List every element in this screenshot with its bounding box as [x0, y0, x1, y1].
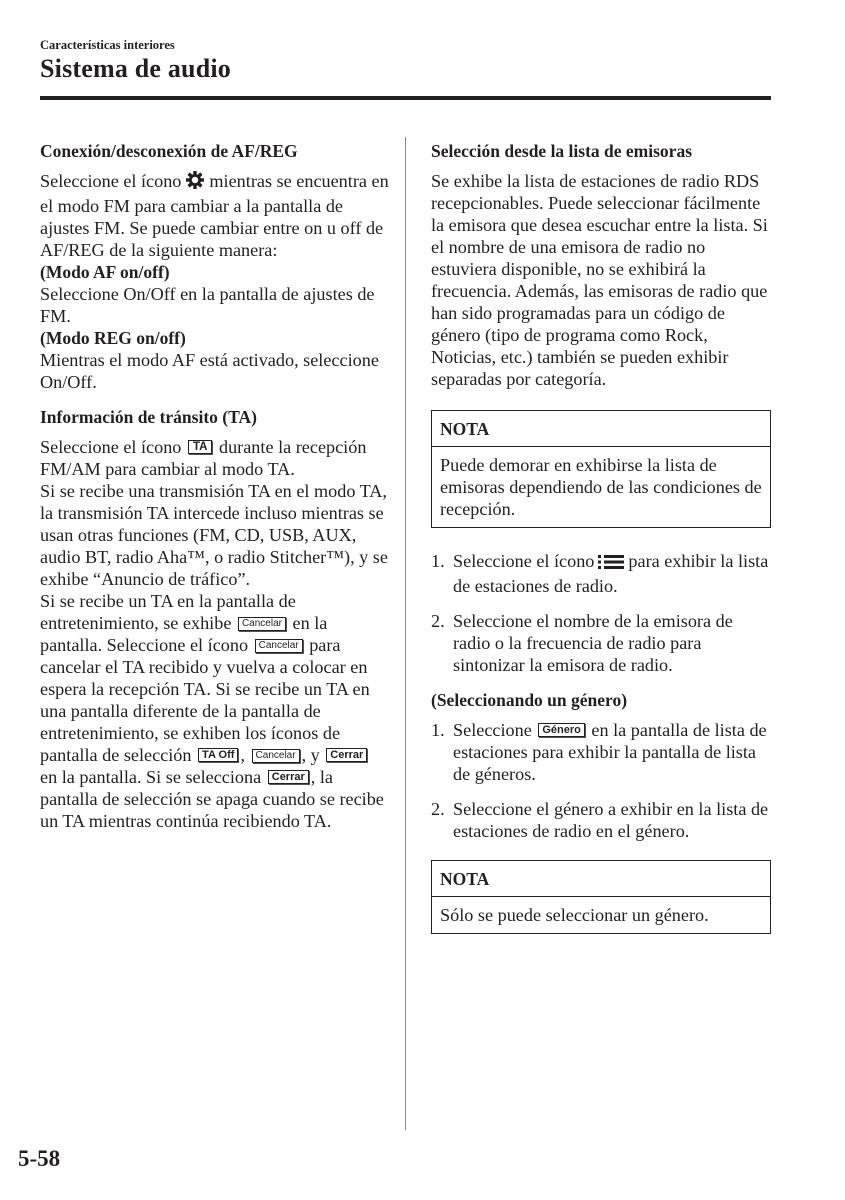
list-item: 2. Seleccione el género a exhibir en la lista de estaciones de radio en el género. — [431, 799, 769, 841]
ta-paragraph-2: Si se recibe una transmisión TA en el modo TA, la transmisión TA intercede incluso mientras se usan otras funciones (FM, CD, USB, AUX, audio BT, radio Aha™, o radio Stitcher™), y se exhibe “Anuncio de tráfico”. — [40, 481, 388, 589]
page-title: Sistema de audio — [40, 54, 232, 83]
reg-mode-text: Mientras el modo AF está activado, seleccione On/Off. — [40, 350, 379, 392]
reg-mode-subheading: (Modo REG on/off) — [40, 328, 186, 348]
note-text: Puede demorar en exhibirse la lista de emisoras dependiendo de las condiciones de recepción. — [440, 455, 762, 519]
header-rule — [40, 96, 771, 100]
af-mode-text: Seleccione On/Off en la pantalla de ajustes de FM. — [40, 284, 375, 326]
ta-heading: Información de tránsito (TA) — [40, 407, 257, 427]
left-column — [40, 140, 390, 832]
note-title: NOTA — [432, 411, 770, 447]
ta-off-button: TA Off — [198, 748, 238, 762]
note-text: Sólo se puede seleccionar un género. — [440, 905, 709, 925]
af-mode-subheading: (Modo AF on/off) — [40, 262, 170, 282]
note-box — [431, 410, 771, 528]
column-divider — [405, 137, 406, 1130]
station-list-heading: Selección desde la lista de emisoras — [431, 141, 693, 161]
list-item: 1. Seleccione Género en la pantalla de lista de estaciones para exhibir la pantalla de lista de géneros. — [431, 720, 767, 784]
cancel-button: Cancelar — [238, 617, 286, 631]
close-button: Cerrar — [268, 770, 309, 784]
note-title: NOTA — [432, 861, 770, 897]
af-reg-paragraph: Seleccione el ícono mientras se encuentra en el modo FM para cambiar a la pantalla de ajustes FM. Se puede cambiar entre on u off de AF/REG de la siguiente manera: — [40, 171, 389, 260]
close-button: Cerrar — [326, 748, 367, 762]
ta-paragraph-3: Si se recibe un TA en la pantalla de entretenimiento, se exhibe Cancelar en la pantalla. Seleccione el ícono Cancelar para cancelar el TA recibido y vuelva a colocar en espera la recepción TA. Si se recibe un TA en una pantalla diferente de la pantalla de entretenimiento, se exhiben los íconos de pantalla de selección TA Off , Cancelar , y Cerrar en la pantalla. Si se selecciona Cerrar , la pantalla de selección se apaga cuando se recibe un TA mientras continúa recibiendo TA. — [40, 591, 384, 831]
list-item: 1. Seleccione el ícono para exhibir la lista de estaciones de radio. — [431, 551, 769, 596]
list-icon — [598, 553, 624, 575]
gear-icon — [185, 170, 205, 195]
breadcrumb: Características interiores — [40, 38, 175, 52]
genre-button: Género — [538, 723, 585, 737]
list-item: 2. Seleccione el nombre de la emisora de radio o la frecuencia de radio para sintonizar la emisora de radio. — [431, 611, 733, 675]
right-column — [431, 140, 771, 956]
genre-subheading: (Seleccionando un género) — [431, 690, 628, 710]
note-box — [431, 860, 771, 934]
cancel-button: Cancelar — [255, 639, 303, 653]
station-list-paragraph: Se exhibe la lista de estaciones de radio RDS recepcionables. Puede seleccionar fácilmente la emisora que desea escuchar entre la lista. Si el nombre de una emisora de radio no estuviera disponible, no se exhibirá la frecuencia. Además, las emisoras de radio que han sido programadas para un código de género (tipo de programa como Rock, Noticias, etc.) también se pueden exhibir separadas por categoría. — [431, 171, 768, 389]
ta-paragraph-1: Seleccione el ícono TA durante la recepción FM/AM para cambiar al modo TA. — [40, 437, 367, 479]
page-number: 5-58 — [18, 1146, 61, 1171]
cancel-button: Cancelar — [252, 749, 300, 763]
af-reg-heading: Conexión/desconexión de AF/REG — [40, 141, 298, 161]
ta-button: TA — [188, 440, 212, 454]
